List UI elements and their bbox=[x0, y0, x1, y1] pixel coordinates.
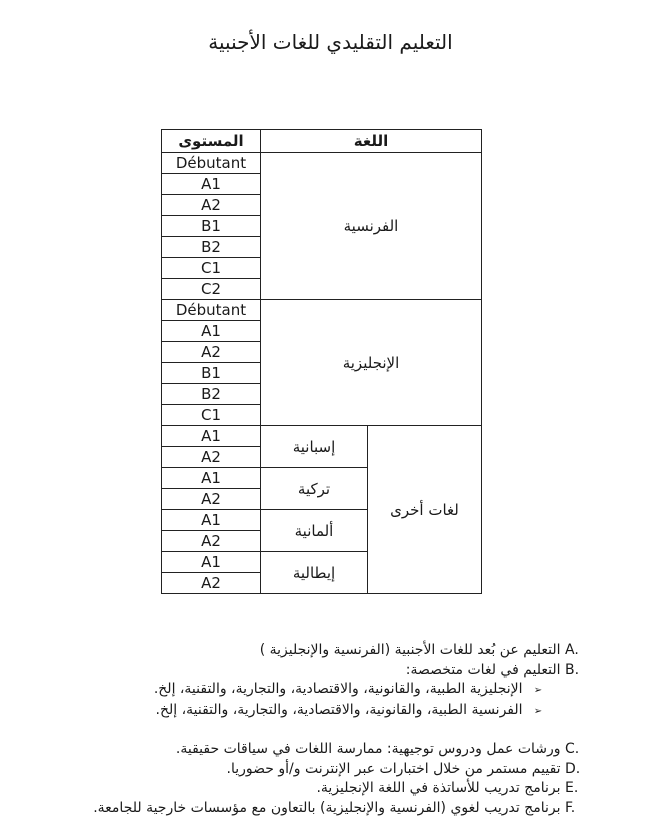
arrow-bullet-icon: ➢ bbox=[533, 685, 543, 696]
level-cell: A1 bbox=[162, 468, 261, 489]
list-item bbox=[31, 661, 591, 681]
list-item-text: التعليم في لغات متخصصة: bbox=[405, 661, 561, 678]
languages-table bbox=[161, 129, 482, 594]
page-title: التعليم التقليدي للغات الأجنبية bbox=[208, 30, 453, 54]
list-marker: B. bbox=[565, 661, 580, 678]
level-cell: A2 bbox=[162, 342, 261, 363]
list-marker: A. bbox=[565, 642, 579, 658]
list-item bbox=[31, 799, 591, 819]
level-cell: A2 bbox=[162, 195, 261, 216]
list-item bbox=[31, 760, 591, 780]
table-row bbox=[162, 426, 482, 447]
list-item bbox=[31, 680, 591, 701]
level-cell: A1 bbox=[162, 510, 261, 531]
language-other: لغات أخرى bbox=[368, 426, 482, 594]
language-spanish: إسبانية bbox=[261, 426, 368, 468]
list-item bbox=[31, 779, 591, 799]
list-item-text: برنامج تدريب للأساتذة في اللغة الإنجليزية. bbox=[316, 780, 561, 796]
level-cell: A1 bbox=[162, 321, 261, 342]
list-marker: C. bbox=[565, 741, 580, 757]
level-cell: A2 bbox=[162, 447, 261, 468]
level-cell: C2 bbox=[162, 279, 261, 300]
language-italian: إيطالية bbox=[261, 552, 368, 594]
list-marker: F. bbox=[565, 799, 576, 816]
level-cell: Débutant bbox=[162, 153, 261, 174]
list-item-text: برنامج تدريب لغوي (الفرنسية والإنجليزية) بالتعاون مع مؤسسات خارجية للجامعة. bbox=[93, 799, 561, 816]
language-french: الفرنسية bbox=[261, 153, 482, 300]
list-item-text: التعليم عن بُعد للغات الأجنبية (الفرنسية والإنجليزية ) bbox=[259, 642, 561, 658]
level-cell: C1 bbox=[162, 258, 261, 279]
level-cell: A1 bbox=[162, 426, 261, 447]
header-language: اللغة bbox=[261, 130, 482, 153]
level-cell: B2 bbox=[162, 384, 261, 405]
list-item bbox=[31, 701, 591, 722]
list-marker: E. bbox=[565, 780, 579, 796]
list-item-text: تقييم مستمر من خلال اختبارات عبر الإنترنت و/أو حضوريا. bbox=[226, 760, 561, 777]
list-item bbox=[31, 641, 591, 661]
table-row bbox=[162, 300, 482, 321]
list-marker: D. bbox=[565, 760, 581, 777]
level-cell: C1 bbox=[162, 405, 261, 426]
notes-list bbox=[31, 641, 591, 818]
level-cell: A2 bbox=[162, 573, 261, 594]
language-german: ألمانية bbox=[261, 510, 368, 552]
list-item-text: ورشات عمل ودروس توجيهية: ممارسة اللغات في سياقات حقيقية. bbox=[175, 741, 561, 757]
level-cell: B2 bbox=[162, 237, 261, 258]
level-cell: B1 bbox=[162, 363, 261, 384]
level-cell: A1 bbox=[162, 552, 261, 573]
level-cell: A2 bbox=[162, 531, 261, 552]
language-turkish: تركية bbox=[261, 468, 368, 510]
arrow-bullet-icon: ➢ bbox=[533, 705, 543, 717]
level-cell: B1 bbox=[162, 216, 261, 237]
table-header-row bbox=[162, 130, 482, 153]
list-item-text: الإنجليزية الطبية، والقانونية، والاقتصادية، والتجارية، والتقنية، إلخ. bbox=[153, 681, 523, 697]
list-item-text: الفرنسية الطبية، والقانونية، والاقتصادية، والتجارية، والتقنية، إلخ. bbox=[155, 701, 523, 718]
header-level: المستوى bbox=[162, 130, 261, 153]
level-cell: A2 bbox=[162, 489, 261, 510]
level-cell: Débutant bbox=[162, 300, 261, 321]
table-row bbox=[162, 153, 482, 174]
list-spacer bbox=[31, 721, 591, 740]
level-cell: A1 bbox=[162, 174, 261, 195]
language-english: الإنجليزية bbox=[261, 300, 482, 426]
list-item bbox=[31, 740, 591, 760]
